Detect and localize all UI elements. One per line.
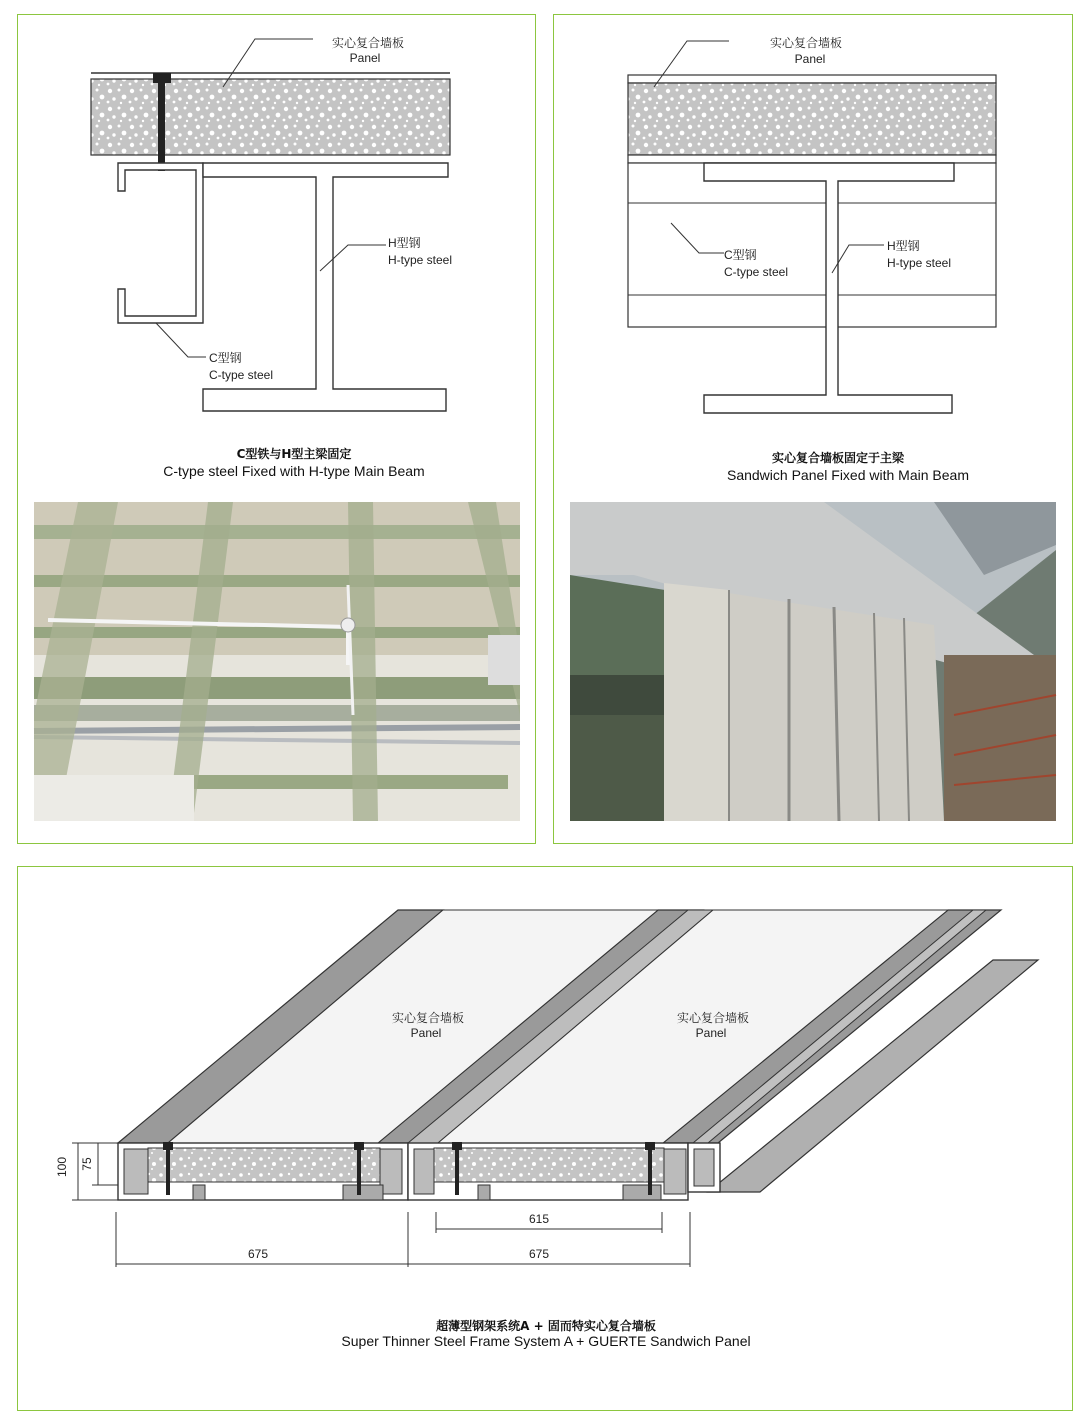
sandwich-panel [628,83,996,155]
panel-bottom-plate [628,155,996,163]
c-steel-label-cn: C型钢 [209,351,242,365]
dim-width-inner: 615 [528,1212,550,1226]
panel-label-en: Panel [794,52,826,66]
dim-width-right: 675 [528,1247,550,1261]
figure1-caption-en: C-type steel Fixed with H-type Main Beam [163,463,425,479]
steel-frame-system-drawing [18,867,1074,1412]
figure1-caption-cn: C型铁与H型主梁固定 [236,447,352,461]
c-type-steel-profile [118,163,203,323]
right-panel-label-cn: 实心复合墙板 [676,1011,750,1025]
panel-main-beam-drawing [554,15,1074,845]
figure-panel-main-beam [553,14,1073,844]
panel-label-cn: 实心复合墙板 [331,36,405,50]
figure-c-steel-h-beam [17,14,536,844]
dim-height-panel: 75 [80,1157,94,1171]
c-steel-leader [156,323,206,357]
panel-top-plate [628,75,996,83]
h-steel-label-cn: H型钢 [388,236,421,250]
figure2-caption-en: Sandwich Panel Fixed with Main Beam [726,467,970,483]
panel-label-cn: 实心复合墙板 [769,36,843,50]
cross-section [118,1142,720,1200]
h-steel-label-en: H-type steel [388,253,453,267]
c-steel-h-beam-drawing [18,15,537,845]
bolt-shaft [158,81,165,171]
dim-width-left: 675 [247,1247,269,1261]
left-panel-label-en: Panel [410,1026,442,1040]
figure2-caption-cn: 实心复合墙板固定于主梁 [771,451,905,465]
figure-steel-frame-system [17,866,1073,1411]
sandwich-panel [91,79,450,155]
panel-label-en: Panel [349,51,381,65]
photo-steel-frame-ceiling [34,502,520,821]
dim-height-total: 100 [55,1156,69,1178]
right-panel-label-en: Panel [695,1026,727,1040]
h-steel-label-cn: H型钢 [887,239,920,253]
height-dimensions [55,1143,118,1200]
figure3-caption-en: Super Thinner Steel Frame System A + GUERTE Sandwich Panel [341,1333,751,1349]
c-steel-label-en: C-type steel [724,265,789,279]
width-dimensions [116,1212,690,1267]
photo-panel-wall-beam [570,502,1056,821]
left-panel-label-cn: 实心复合墙板 [391,1011,465,1025]
c-steel-label-en: C-type steel [209,368,274,382]
figure3-caption-cn: 超薄型钢架系统A + 固而特实心复合墙板 [436,1319,656,1333]
h-steel-label-en: H-type steel [887,256,952,270]
c-steel-label-cn: C型钢 [724,248,757,262]
wall-outline [628,163,996,327]
